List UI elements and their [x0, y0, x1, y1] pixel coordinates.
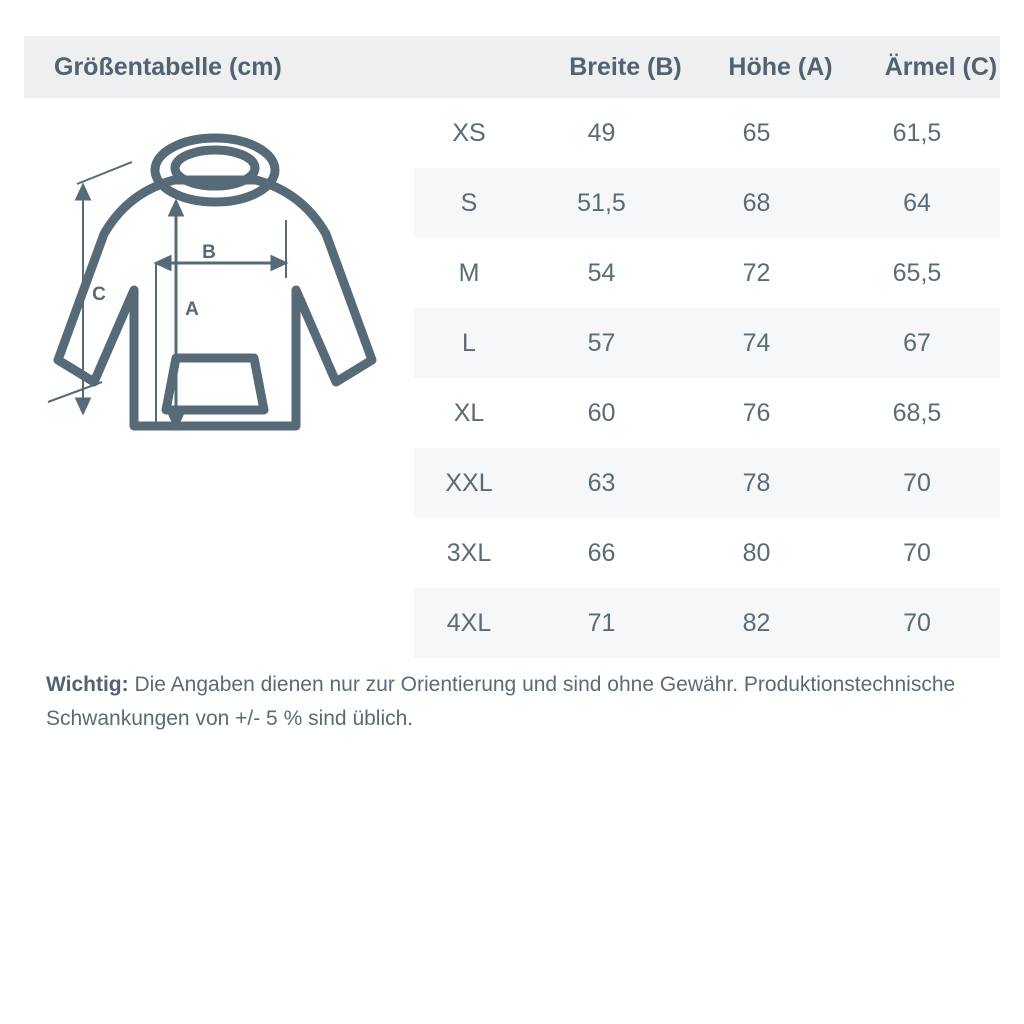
cell-height: 82: [742, 608, 771, 637]
table-row: [414, 98, 1000, 168]
cell-sleeve: 68,5: [892, 398, 942, 427]
measurement-labels: [92, 242, 216, 320]
cell-height: 65: [742, 118, 771, 147]
label-height: A: [185, 299, 199, 320]
disclaimer-note: [46, 668, 996, 736]
cell-sleeve: 65,5: [892, 258, 942, 287]
label-sleeve: C: [92, 284, 106, 305]
cell-size: M: [458, 258, 480, 287]
c-guide-top: [77, 162, 132, 184]
cell-height: 74: [742, 328, 771, 357]
cell-height: 78: [742, 468, 771, 497]
cell-size: 3XL: [446, 538, 492, 567]
cell-size: XL: [453, 398, 485, 427]
page-title: Größentabelle (cm): [54, 52, 282, 81]
table-row: [414, 308, 1000, 378]
label-width: B: [202, 242, 216, 263]
column-header-height: Höhe (A): [728, 52, 833, 81]
cell-size: S: [460, 188, 478, 217]
cell-width: 54: [587, 258, 616, 287]
cell-height: 76: [742, 398, 771, 427]
cell-sleeve: 64: [903, 188, 931, 217]
column-header-sleeve: Ärmel (C): [884, 52, 998, 81]
b-arrow-head-right: [272, 257, 285, 269]
cell-height: 72: [742, 258, 771, 287]
cell-width: 57: [587, 328, 616, 357]
cell-sleeve: 70: [903, 468, 931, 497]
disclaimer-text: Die Angaben dienen nur zur Orientierung und sind ohne Gewähr. Produktionstechnische Schwankungen von +/- 5 % sind üblich.: [46, 673, 956, 730]
cell-width: 49: [587, 118, 616, 147]
cell-sleeve: 61,5: [892, 118, 942, 147]
c-guide-bottom: [48, 382, 102, 402]
cell-height: 68: [742, 188, 771, 217]
table-row: [414, 238, 1000, 308]
table-row: [414, 518, 1000, 588]
table-row: [414, 588, 1000, 658]
c-arrow-head-bottom: [77, 399, 89, 412]
a-arrow-head-top: [170, 202, 182, 215]
cell-size: XXL: [445, 468, 493, 497]
cell-size: L: [462, 328, 476, 357]
table-header: [24, 36, 1000, 98]
hoodie-outline: [58, 138, 372, 426]
cell-size: 4XL: [446, 608, 492, 637]
c-arrow-head-top: [77, 186, 89, 199]
cell-size: XS: [452, 118, 486, 147]
cell-sleeve: 70: [903, 608, 931, 637]
table-row: [414, 378, 1000, 448]
disclaimer-lead: Wichtig:: [46, 673, 129, 696]
column-header-width: Breite (B): [569, 52, 682, 81]
cell-width: 63: [587, 468, 616, 497]
cell-width: 66: [587, 538, 616, 567]
hoodie-illustration-svg: [24, 110, 414, 470]
cell-width: 60: [587, 398, 616, 427]
table-row: [414, 168, 1000, 238]
cell-height: 80: [742, 538, 771, 567]
cell-width: 71: [587, 608, 616, 637]
b-arrow-head-left: [157, 257, 170, 269]
cell-sleeve: 67: [903, 328, 931, 357]
column-headers: [438, 36, 1024, 98]
cell-sleeve: 70: [903, 538, 931, 567]
size-table: [414, 98, 1000, 658]
hoodie-diagram: [24, 110, 414, 470]
hoodie-pocket: [166, 358, 264, 410]
cell-width: 51,5: [577, 188, 626, 217]
table-row: [414, 448, 1000, 518]
